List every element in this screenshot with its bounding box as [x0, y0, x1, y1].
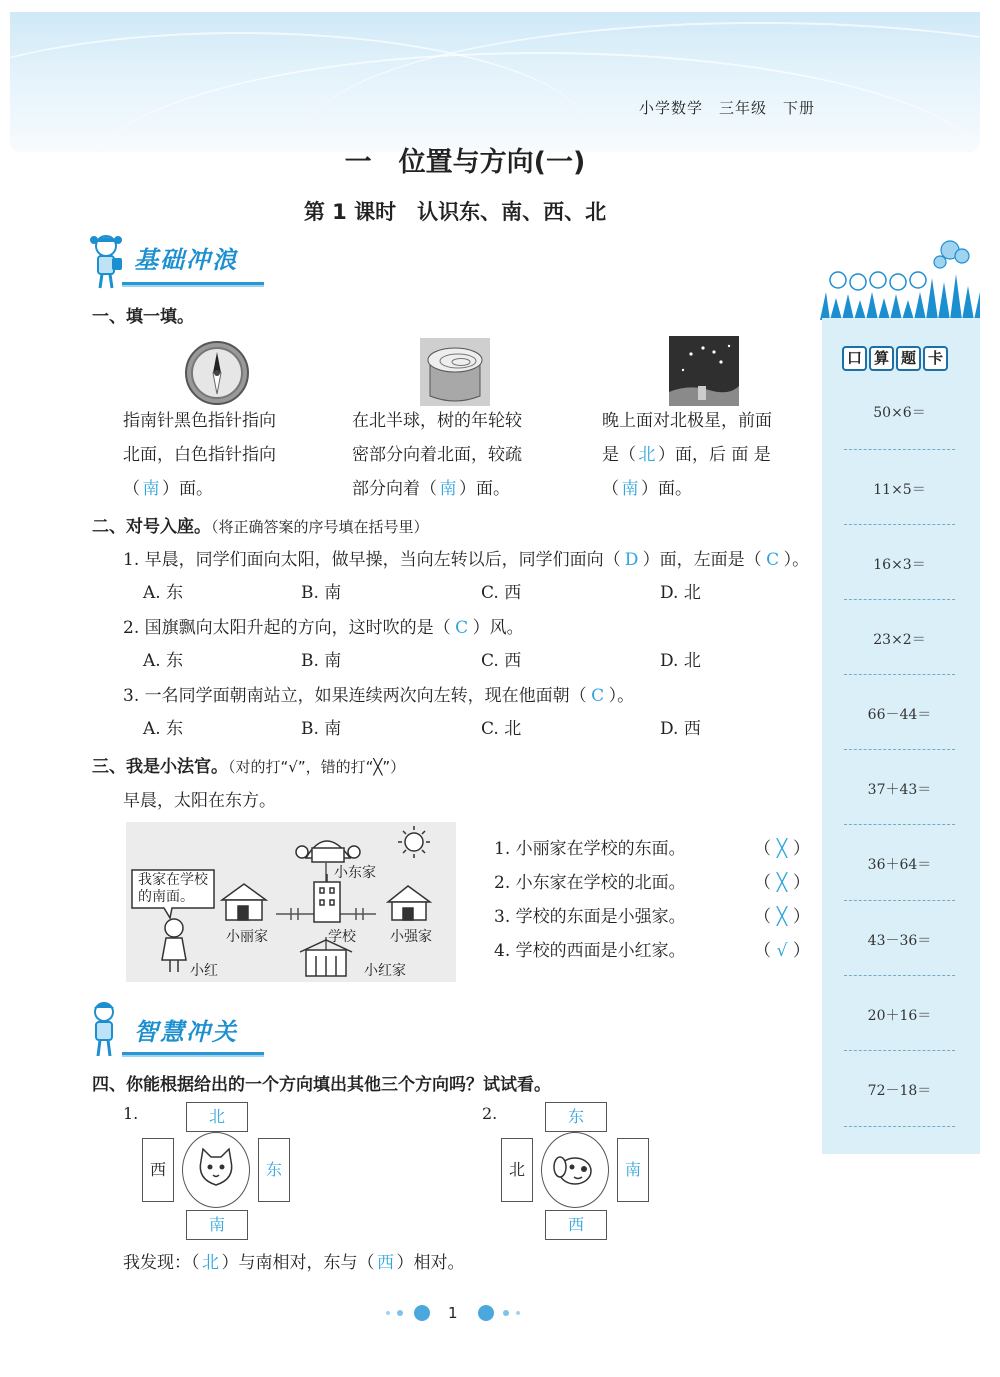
- q1-item1-line1: 指南针黑色指针指向: [123, 411, 276, 431]
- cat-circle: [182, 1132, 250, 1208]
- card-item[interactable]: 20＋16＝: [844, 1005, 955, 1051]
- dog-face-icon: [542, 1133, 608, 1207]
- q1-item3-line1: 晚上面对北极星，前面: [602, 411, 772, 431]
- q1-item2-line2: 密部分向着北面，较疏: [352, 445, 522, 465]
- night-sky-icon: [669, 336, 739, 406]
- mental-math-card: [822, 318, 980, 1154]
- option: D. 北: [660, 583, 701, 603]
- q2-item3: 3. 一名同学面朝南站立，如果连续两次向左转，现在他面朝（ C ）。: [123, 679, 634, 713]
- label-xiaoqiang: 小强家: [390, 929, 432, 945]
- girl-mascot-icon: [88, 232, 126, 290]
- q1-item1-line2: 北面，白色指针指向: [123, 445, 276, 465]
- q4-discovery-answer2[interactable]: 西: [377, 1253, 394, 1273]
- card-item[interactable]: 36＋64＝: [844, 854, 955, 901]
- q3-statement: 2. 小东家在学校的北面。: [494, 873, 686, 893]
- dir-right: 东: [258, 1138, 290, 1202]
- card-item[interactable]: 11×5＝: [844, 479, 955, 525]
- label-school: 学校: [328, 929, 356, 945]
- option: A. 东: [143, 719, 184, 739]
- dots-decoration-right: [474, 1298, 534, 1328]
- dir-right: 南: [617, 1138, 649, 1202]
- q4-diagram1: [142, 1102, 290, 1240]
- page-title: 一 位置与方向(一): [344, 147, 586, 178]
- section1-title: 基础冲浪: [134, 246, 238, 274]
- q3-statement: 3. 学校的东面是小强家。: [494, 907, 686, 927]
- cat-face-icon: [183, 1133, 249, 1207]
- q3-answer-box[interactable]: （ ╳ ）: [754, 839, 810, 859]
- q1-item1-line3: （ 南 ）面。: [123, 472, 276, 506]
- q4-diagram2: [501, 1102, 649, 1240]
- q3-answer-box[interactable]: （ ╳ ）: [754, 907, 810, 927]
- xiaoli-house-icon: [222, 884, 266, 920]
- card-title: 口 算 题 卡: [842, 346, 950, 371]
- q1-item3-answer-front[interactable]: 北: [638, 445, 656, 465]
- q3-heading: 三、我是小法官。（对的打“√”，错的打“╳”）: [92, 757, 406, 777]
- xiaoqiang-house-icon: [388, 886, 430, 920]
- dog-circle: [541, 1132, 609, 1208]
- q4-diagram2-number: 2.: [482, 1104, 498, 1123]
- section2-title: 智慧冲关: [134, 1018, 238, 1046]
- option: B. 南: [301, 719, 342, 739]
- card-item[interactable]: 72－18＝: [844, 1080, 955, 1127]
- option: C. 西: [481, 651, 522, 671]
- option: D. 西: [660, 719, 701, 739]
- section1-underline: [122, 282, 264, 287]
- option: D. 北: [660, 651, 701, 671]
- direction-map: [126, 822, 456, 982]
- option: B. 南: [301, 583, 342, 603]
- q3-answer-box[interactable]: （ ╳ ）: [754, 873, 810, 893]
- q1-item2-line3: 部分向着（ 南 ）面。: [352, 472, 522, 506]
- dots-decoration-left: [378, 1298, 438, 1328]
- option: B. 南: [301, 651, 342, 671]
- label-xiaoli: 小丽家: [226, 929, 268, 945]
- compass-icon: [184, 340, 250, 406]
- kids-flowers-decoration: [820, 222, 980, 320]
- q4-discovery: 我发现：（ 北 ）与南相对，东与（ 西 ）相对。: [123, 1246, 465, 1280]
- dir-top: 北: [186, 1102, 248, 1132]
- q1-item1: [123, 404, 276, 506]
- dir-bottom: 西: [545, 1210, 607, 1240]
- dir-left: 北: [501, 1138, 533, 1202]
- book-label: 小学数学 三年级 下册: [638, 99, 815, 117]
- q1-item3-line3: （ 南 ）面。: [602, 472, 772, 506]
- boy-mascot-icon: [88, 1000, 122, 1058]
- q1-item3-answer-back[interactable]: 南: [621, 479, 639, 499]
- lesson-title: 第 1 课时 认识东、南、西、北: [303, 200, 607, 224]
- q3-answer-box[interactable]: （ √ ）: [754, 941, 810, 961]
- sun-icon: [398, 826, 430, 858]
- q4-discovery-answer1[interactable]: 北: [202, 1253, 219, 1273]
- label-xiaodong: 小东家: [334, 865, 376, 881]
- dir-left: 西: [142, 1138, 174, 1202]
- card-item[interactable]: 50×6＝: [844, 402, 955, 450]
- section1-banner: [88, 232, 268, 292]
- label-xiaohong-home: 小红家: [364, 963, 406, 979]
- card-item[interactable]: 16×3＝: [844, 554, 955, 600]
- page-number: 1: [448, 1304, 458, 1322]
- option: C. 北: [481, 719, 522, 739]
- q3-statement: 4. 学校的西面是小红家。: [494, 941, 686, 961]
- option: A. 东: [143, 583, 184, 603]
- section2-underline: [122, 1052, 264, 1057]
- q2-item1-answer-b[interactable]: C: [766, 550, 780, 570]
- xiaodong-house-icon: [296, 841, 360, 862]
- dir-bottom: 南: [186, 1210, 248, 1240]
- q2-item1-answer-a[interactable]: D: [624, 550, 639, 570]
- q3-intro: 早晨，太阳在东方。: [123, 791, 276, 811]
- q2-item1: 1. 早晨，同学们面向太阳，做早操，当向左转以后，同学们面向（ D ）面，左面是（ C ）。: [123, 543, 809, 577]
- label-xiaohong: 小红: [190, 963, 218, 979]
- q1-item2: [352, 404, 522, 506]
- q1-item1-answer[interactable]: 南: [142, 479, 160, 499]
- q1-item3: [602, 404, 772, 506]
- page-footer: [378, 1298, 538, 1328]
- xiaohong-girl-icon: [162, 919, 186, 972]
- q1-item2-line1: 在北半球，树的年轮较: [352, 411, 522, 431]
- q1-heading: 一、填一填。: [92, 307, 194, 327]
- dir-top: 东: [545, 1102, 607, 1132]
- section2-banner: [88, 1000, 268, 1060]
- q2-item3-answer[interactable]: C: [591, 686, 605, 706]
- q1-item3-line2: 是（ 北 ）面，后 面 是: [602, 438, 772, 472]
- option: C. 西: [481, 583, 522, 603]
- card-item[interactable]: 23×2＝: [844, 629, 955, 675]
- option: A. 东: [143, 651, 184, 671]
- q2-item2-answer[interactable]: C: [455, 618, 469, 638]
- q1-item2-answer[interactable]: 南: [439, 479, 457, 499]
- speech-text: 我家在学校的南面。: [138, 872, 208, 905]
- card-item[interactable]: 37＋43＝: [844, 779, 955, 825]
- card-item[interactable]: 43－36＝: [844, 930, 955, 976]
- q2-item2: 2. 国旗飘向太阳升起的方向，这时吹的是（ C ）风。: [123, 611, 524, 645]
- header-band: [10, 12, 980, 152]
- card-item[interactable]: 66－44＝: [844, 704, 955, 750]
- q4-diagram1-number: 1.: [123, 1104, 139, 1123]
- q2-heading: 二、对号入座。（将正确答案的序号填在括号里）: [92, 517, 429, 537]
- q4-heading: 四、你能根据给出的一个方向填出其他三个方向吗？试试看。: [92, 1075, 551, 1095]
- tree-stump-icon: [420, 338, 490, 406]
- q3-statement: 1. 小丽家在学校的东面。: [494, 839, 686, 859]
